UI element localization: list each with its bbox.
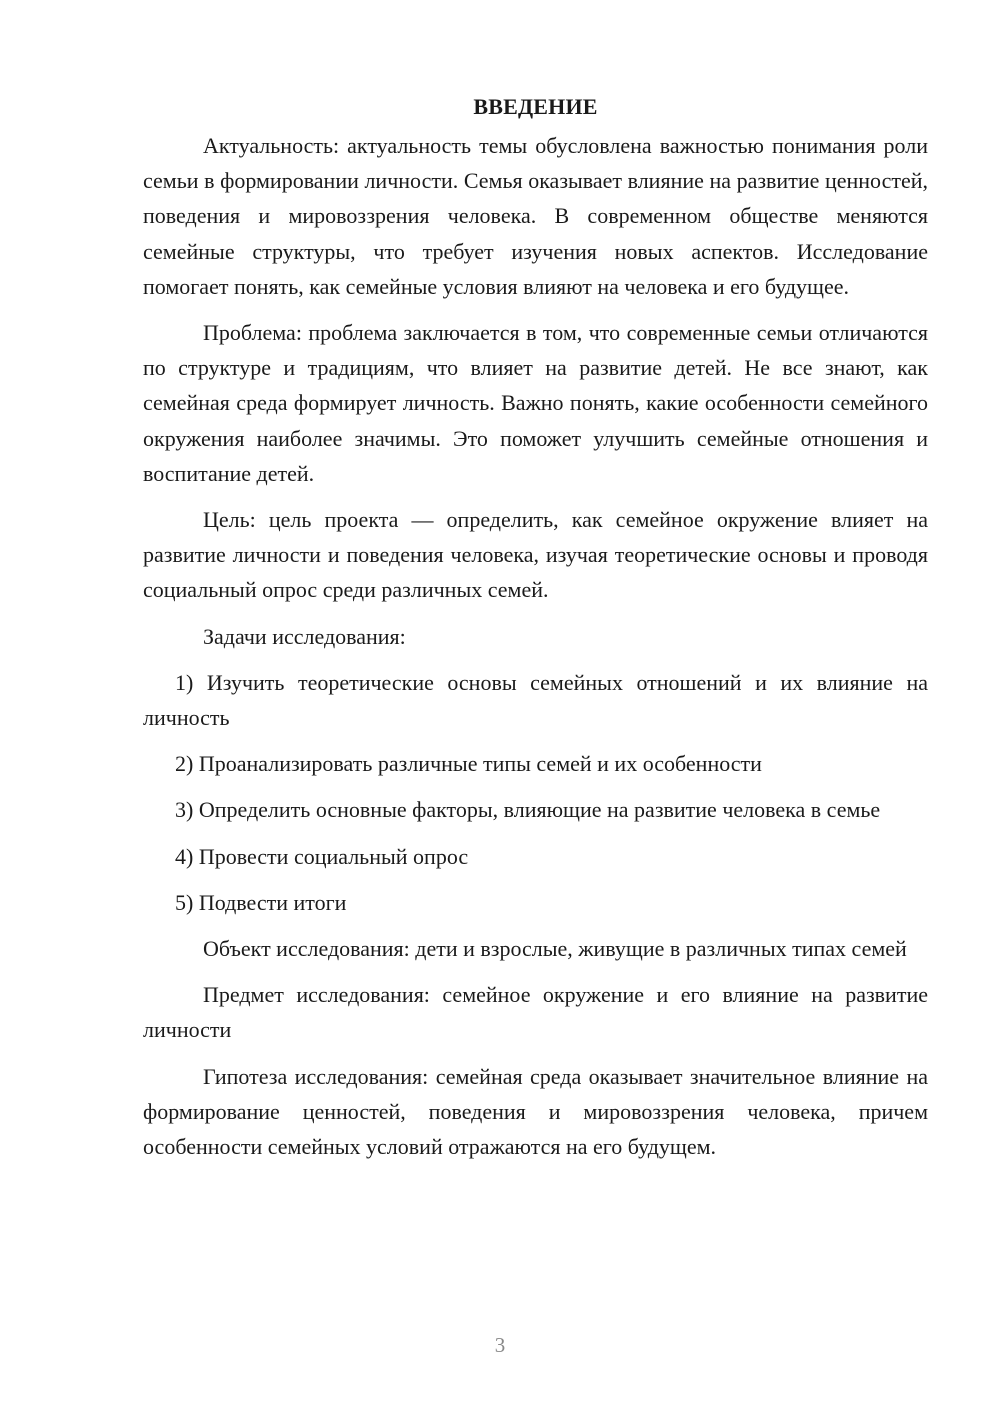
task-item: 3) Определить основные факторы, влияющие на развитие человека в семье	[175, 797, 881, 823]
page-number: 3	[494, 1333, 506, 1357]
goal-paragraph: Цель: цель проекта — определить, как семейное окружение влияет на развитие личности и поведения человека, изучая теоретические основы и проводя социальный опрос среди различных семей.	[143, 507, 928, 603]
task-item: 5) Подвести итоги	[175, 889, 347, 915]
object-paragraph: Объект исследования: дети и взрослые, живущие в различных типах семей	[203, 936, 907, 962]
tasks-heading: Задачи исследования:	[203, 623, 406, 649]
problem-paragraph: Проблема: проблема заключается в том, что современные семьи отличаются по структуре и традициям, что влияет на развитие детей. Не все знают, как семейная среда формирует личность. Важно понять, какие особенности семейного окружения наиболее значимы. Это поможет улучшить семейные отношения и воспитание детей.	[143, 320, 928, 486]
task-item: 2) Проанализировать различные типы семей и их особенности	[175, 751, 762, 777]
task-item: 4) Провести социальный опрос	[175, 843, 469, 869]
hypothesis-paragraph: Гипотеза исследования: семейная среда оказывает значительное влияние на формирование ценностей, поведения и мировоззрения человека, причем особенности семейных условий отражаются на его будущем.	[143, 1063, 928, 1160]
subject-paragraph: Предмет исследования: семейное окружение и его влияние на развитие личности	[143, 982, 928, 1043]
task-item: 1) Изучить теоретические основы семейных отношений и их влияние на личность	[143, 669, 928, 731]
relevance-paragraph: Актуальность: актуальность темы обусловлена важностью понимания роли семьи в формировании личности. Семья оказывает влияние на развитие ценностей, поведения и мировоззрения человека. В современном обществе меняются семейные структуры, что требует изучения новых аспектов. Исследование помогает понять, как семейные условия влияют на человека и его будущее.	[143, 133, 928, 299]
document-page	[143, 92, 928, 1175]
section-title: ВВЕДЕНИЕ	[473, 94, 598, 119]
